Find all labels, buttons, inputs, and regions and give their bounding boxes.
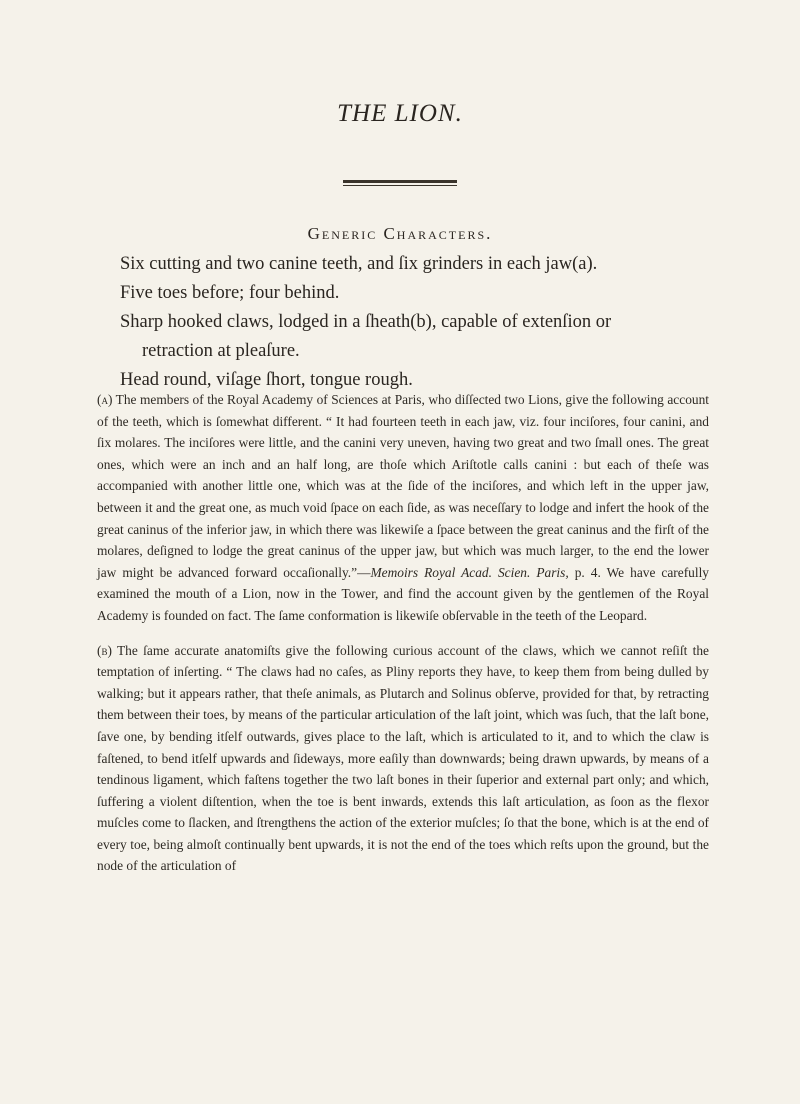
- generic-characters-list: [120, 250, 720, 395]
- character-line: retraction at pleaſure.: [142, 341, 300, 361]
- character-line: Sharp hooked claws, lodged in a ſheath(b), capable of extenſion or: [120, 312, 612, 332]
- character-line: Head round, viſage ſhort, tongue rough.: [120, 370, 413, 390]
- character-line: Six cutting and two canine teeth, and ſix grinders in each jaw(a).: [120, 254, 598, 274]
- rule-thick-line: [343, 180, 457, 183]
- character-line: Five toes before; four behind.: [120, 283, 340, 303]
- footnotes: [97, 389, 709, 890]
- footnote-citation: Memoirs Royal Acad. Scien. Paris,: [370, 564, 569, 580]
- footnote-b: [97, 640, 709, 878]
- footnote-marker: (b): [97, 642, 112, 658]
- footnote-text: The members of the Royal Academy of Sciences at Paris, who diſſected two Lions, give the following account of the teeth, which is ſomewhat different. “ It had fourteen teeth in each jaw, viz. four inciſores, four canini, and ſix molares. The inciſores were little, and the canini very uneven, having two great and two ſmall ones. The great ones, which were an inch and an half long, are thoſe which Ariſtotle calls canini : but each of theſe was accompanied with another little one, which was at the ſide of the inciſores, and which left in the upper jaw, between it and the great one, as much void ſpace on each ſide, as was neceſſary to lodge and infert the hook of the great caninus of the inferior jaw, in which there was likewiſe a ſpace between the great caninus and the firſt of the molares, deſigned to lodge the great caninus of the upper jaw, but which was much larger, to the end the lower jaw might be advanced forward occaſionally.”—: [97, 392, 709, 580]
- footnote-marker: (a): [97, 392, 113, 407]
- footnote-text: The ſame accurate anatomiſts give the following curious account of the claws, which we cannot reſiſt the temptation of inſerting. “ The claws had no caſes, as Pliny reports they have, to keep them from being dulled by walking; but it appears rather, that theſe animals, as Plutarch and Solinus obſerve, provided for that, by retracting them between their toes, by means of the particular articulation of the laſt joint, which was ſuch, that the laſt bone, ſave one, by bending itſelf outwards, gives place to the laſt, which is articulated to it, and to which the claw is faſtened, to bend itſelf upwards and ſideways, more eaſily than downwards; being drawn upwards, by means of a tendinous ligament, which faſtens together the two laſt bones in their ſuperior and external part only; and which, ſuffering a violent diſtention, when the toe is bent inwards, extends this laſt articulation, as ſoon as the flexor muſcles come to ſlacken, and ſtrengthens the action of the exterior muſcles; ſo that the bone, which is at the end of every toe, being almoſt continually bent upwards, it is not the end of the toes which reſts upon the ground, but the node of the articulation of: [97, 642, 709, 874]
- footnote-text: p. 4. We have carefully examined the mouth of a Lion, now in the Tower, and find the account given by the gentlemen of the Royal Academy is founded on fact. The ſame conformation is likewiſe obſervable in the teeth of the Leopard.: [97, 564, 709, 623]
- decorative-rule: [343, 180, 457, 186]
- page-title: THE LION.: [337, 100, 463, 127]
- footnote-a: [97, 389, 709, 627]
- rule-thin-line: [343, 185, 457, 186]
- section-heading: Generic Characters.: [307, 224, 493, 243]
